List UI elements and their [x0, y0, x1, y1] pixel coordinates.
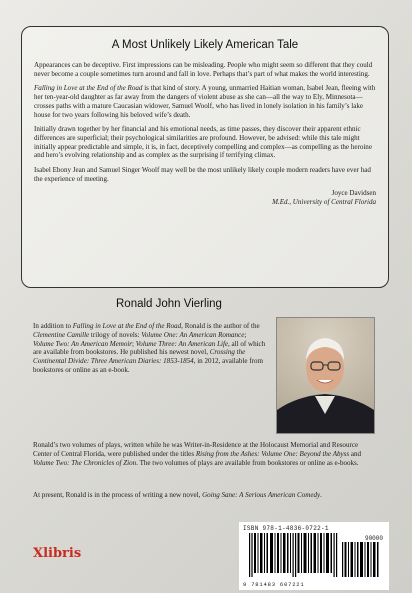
author-photo — [276, 317, 375, 434]
author-bio — [33, 322, 266, 375]
bio-text: In addition to — [33, 322, 73, 330]
bio-volume-title: Volume One: An American Romance — [141, 330, 245, 339]
review-paragraph-2 — [34, 84, 376, 119]
barcode — [239, 522, 389, 590]
review-paragraph-1: Appearances can be deceptive. First impressions can be misleading. People who might seem so different that they could never become a couple sometimes turn around and fall in love. Perhaps that’s part of what makes the world interesting. — [34, 61, 373, 78]
bio-text: , in 2012, available from bookstores or online as an e-book. — [33, 357, 263, 374]
author-name-heading: Ronald John Vierling — [116, 298, 222, 310]
review-paragraph-3: Initially drawn together by her financial and his emotional needs, as time passes, they discover their apparent ethnic differences are superficial; their psychological similarities are profound. However, be advised: while this tale might initially appear predictable and simple, it is, in fact, deceptively compelling and complex—as compelling as the heroine and hero’s evolving relationship and as complex as the surprising if terrifying climax. — [34, 125, 372, 160]
bio-volume-title: Volume Two: An American Memoir — [33, 339, 133, 348]
plays-paragraph — [33, 441, 378, 467]
bio-novel-title: Crossing the Continental Divide: Three American Diaries: 1853-1854 — [33, 348, 246, 366]
review-title: A Most Unlikely Likely American Tale — [111, 39, 299, 51]
bio-text: trilogy of novels: — [89, 330, 142, 339]
isbn-number: ISBN 978-1-4836-0722-1 — [243, 525, 329, 532]
reviewer-name: Joyce Davidsen — [331, 189, 376, 198]
barcode-bars — [249, 533, 339, 577]
reviewer-signature — [34, 189, 376, 206]
bio-text: ; — [244, 330, 247, 339]
bio-text: , all of which are available from bookstores. He published his newest novel, — [33, 339, 266, 357]
plays-title-1: Rising from the Ashes: Volume One: Beyond the Abyss — [195, 449, 350, 458]
present-novel-title: Going Sane: A Serious American Comedy — [202, 491, 321, 499]
review-paragraph-4: Isabel Ebony Jean and Samuel Singer Woolf may well be the most unlikely likely couple modern readers have ever had the experience of meeting. — [34, 166, 371, 183]
present-text: . — [320, 491, 322, 499]
bio-text: , Ronald is the author of the — [181, 322, 260, 330]
bio-volume-title: Volume Three: An American Life — [135, 339, 229, 348]
publisher-logo: Xlibris — [33, 546, 82, 561]
bio-text: ; — [132, 339, 136, 348]
present-text: At present, Ronald is in the process of writing a new novel, — [33, 491, 203, 499]
review-paragraph-2-text: is that kind of story. A young, unmarried Haitian woman, Isabel Jean, fleeing with her ten-year-old daughter as far away from the dangers of violent abuse as she can—all the way to Ely, Minnesota—crosses paths with a mature Caucasian widower, Samuel Woolf, who has lived in lonely isolation in his family’s lake house for two years following his beloved wife’s death. — [34, 84, 376, 119]
review-box — [21, 26, 389, 288]
bio-book-title: Falling in Love at the End of the Road — [72, 322, 182, 330]
review-book-title: Falling in Love at the End of the Road — [34, 84, 143, 93]
bio-series-title: Clementine Camille — [33, 330, 90, 339]
author-portrait-image — [277, 318, 374, 433]
plays-text: and — [349, 449, 362, 458]
present-paragraph — [33, 491, 378, 500]
barcode-digits: 9 781483 607221 — [243, 581, 305, 588]
price-barcode-bars — [342, 542, 380, 577]
price-code: 90000 — [364, 535, 383, 542]
plays-text: . The two volumes of plays are available from bookstores or online as e-books. — [136, 458, 359, 467]
plays-text: Ronald’s two volumes of plays, written while he was Writer-in-Residence at the Holocaust Memorial and Resource Center of Central Florida, were published under the titles — [33, 441, 359, 458]
reviewer-affiliation: M.Ed., University of Central Florida — [272, 198, 376, 207]
plays-title-2: Volume Two: The Chronicles of Zion — [33, 458, 137, 467]
